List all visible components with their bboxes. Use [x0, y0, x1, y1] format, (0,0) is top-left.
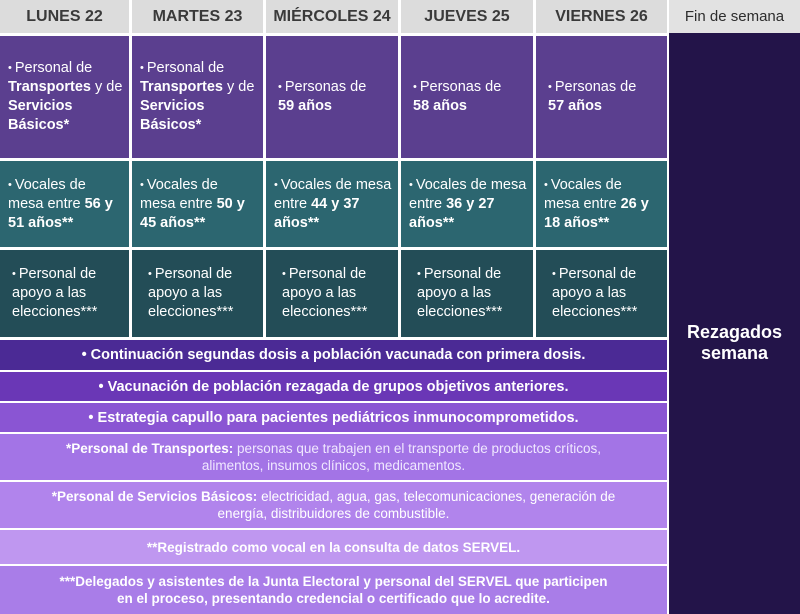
- cell-viernes-apoyo: • Personal de apoyo a las elecciones***: [536, 250, 667, 337]
- cell-lunes-apoyo: • Personal de apoyo a las elecciones***: [0, 250, 129, 337]
- header-lunes: LUNES 22: [0, 0, 129, 33]
- bullet-icon: •: [148, 268, 152, 280]
- weekend-label-line1: Rezagados: [686, 322, 783, 342]
- cell-jueves-apoyo: • Personal de apoyo a las elecciones***: [401, 250, 533, 337]
- bullet-icon: •: [413, 81, 417, 93]
- bullet-icon: •: [548, 81, 552, 93]
- bullet-icon: •: [8, 178, 12, 191]
- header-fin-de-semana: Fin de semana: [669, 0, 800, 33]
- cell-jueves-edad: • Personas de 58 años: [401, 36, 533, 158]
- bullet-icon: •: [417, 268, 421, 280]
- bullet-icon: •: [140, 62, 144, 74]
- header-viernes: VIERNES 26: [536, 0, 667, 33]
- bullet-icon: •: [282, 268, 286, 280]
- bullet-icon: •: [140, 178, 144, 191]
- band-segundas-dosis: • Continuación segundas dosis a población vacunada con primera dosis.: [0, 340, 667, 370]
- note-registro-servel: **Registrado como vocal en la consulta de datos SERVEL.: [0, 530, 667, 564]
- note-personal-transportes: *Personal de Transportes: personas que trabajen en el transporte de productos críticos, alimentos, insumos clínicos, medicamentos.: [0, 434, 667, 480]
- cell-viernes-vocales: • Vocales de mesa entre 26 y 18 años**: [536, 161, 667, 247]
- bullet-icon: •: [409, 178, 413, 191]
- note-servicios-basicos: *Personal de Servicios Básicos: electricidad, agua, gas, telecomunicaciones, generación de energía, distribuidores de combustible.: [0, 482, 667, 528]
- cell-martes-vocales: • Vocales de mesa entre 50 y 45 años**: [132, 161, 263, 247]
- cell-jueves-vocales: • Vocales de mesa entre 36 y 27 años**: [401, 161, 533, 247]
- cell-miercoles-apoyo: • Personal de apoyo a las elecciones***: [266, 250, 398, 337]
- cell-martes-apoyo: • Personal de apoyo a las elecciones***: [132, 250, 263, 337]
- header-martes: MARTES 23: [132, 0, 263, 33]
- weekend-label: [669, 322, 800, 364]
- note-delegados: ***Delegados y asistentes de la Junta Electoral y personal del SERVEL que participen en el proceso, presentando credencial o certificado que lo acredite.: [0, 566, 667, 614]
- bullet-icon: •: [274, 178, 278, 191]
- bullet-icon: •: [544, 178, 548, 191]
- band-capullo: • Estrategia capullo para pacientes pediátricos inmunocomprometidos.: [0, 403, 667, 432]
- bullet-icon: •: [278, 81, 282, 93]
- cell-martes-transportes: • Personal de Transportes y de Servicios Básicos*: [132, 36, 263, 158]
- cell-viernes-edad: • Personas de 57 años: [536, 36, 667, 158]
- cell-miercoles-edad: • Personas de 59 años: [266, 36, 398, 158]
- cell-miercoles-vocales: • Vocales de mesa entre 44 y 37 años**: [266, 161, 398, 247]
- band-rezagados: • Vacunación de población rezagada de grupos objetivos anteriores.: [0, 372, 667, 401]
- header-miercoles: MIÉRCOLES 24: [266, 0, 398, 33]
- cell-lunes-vocales: • Vocales de mesa entre 56 y 51 años**: [0, 161, 129, 247]
- header-jueves: JUEVES 25: [401, 0, 533, 33]
- weekend-label-line2: semana: [700, 343, 769, 363]
- bullet-icon: •: [8, 62, 12, 74]
- bullet-icon: •: [12, 268, 16, 280]
- bullet-icon: •: [552, 268, 556, 280]
- cell-lunes-transportes: • Personal de Transportes y de Servicios Básicos*: [0, 36, 129, 158]
